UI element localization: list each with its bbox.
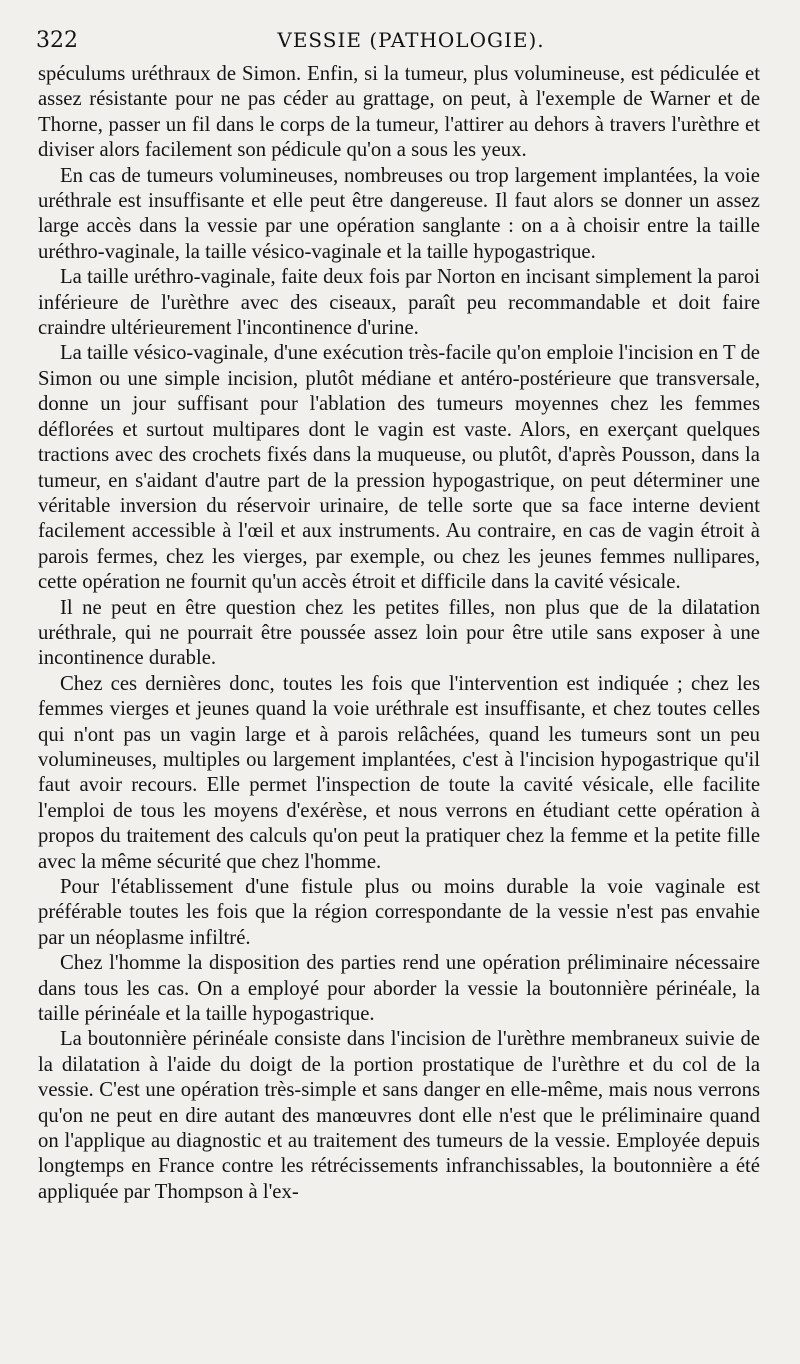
paragraph: Pour l'établissement d'une fistule plus ou moins durable la voie vaginale est préférable toutes les fois que la région correspondante de la vessie n'est pas envahie par un néoplasme infiltré. [38, 876, 760, 949]
running-title: VESSIE (PATHOLOGIE). [277, 28, 545, 52]
paragraph: spéculums uréthraux de Simon. Enfin, si la tumeur, plus volumineuse, est pédiculée et assez résistante pour ne pas céder au grattage, on peut, à l'exemple de Warner et de Thorne, passer un fil dans le corps de la tumeur, l'attirer au dehors à travers l'urèthre et diviser alors facilement son pédicule qu'on a sous les yeux. [38, 63, 760, 162]
paragraph: Chez l'homme la disposition des parties rend une opération préliminaire nécessaire dans tous les cas. On a employé pour aborder la vessie la boutonnière périnéale, la taille périnéale et la taille hypogastrique. [38, 952, 760, 1026]
page-number: 322 [36, 28, 78, 53]
paragraph: La boutonnière périnéale consiste dans l'incision de l'urèthre membraneux suivie de la dilatation à l'aide du doigt de la portion prostatique de l'urèthre et du col de la vessie. C'est une opération très-simple et sans danger en elle-même, mais nous verrons qu'on ne peut en dire autant des manœuvres dont elle n'est que le préliminaire quand on l'applique au diagnostic et au traitement des tumeurs de la vessie. Employée depuis longtemps en France contre les rétrécissements infranchissables, la boutonnière a été appliquée par Thompson à l'ex- [38, 1028, 760, 1203]
paragraph: Chez ces dernières donc, toutes les fois que l'intervention est indiquée ; chez les femmes vierges et jeunes quand la voie uréthrale est insuffisante, et chez toutes celles qui n'ont pas un vagin large et à parois relâchées, quand les tumeurs sont un peu volumineuses, multiples ou largement implantées, c'est à l'incision hypogastrique qu'il faut avoir recours. Elle permet l'inspection de toute la cavité vésicale, elle facilite l'emploi de tous les moyens d'exérèse, et nous verrons en étudiant cette opération à propos du traitement des calculs qu'on peut la pratiquer chez la femme et la petite fille avec la même sécurité que chez l'homme. [38, 672, 760, 873]
body-text [38, 62, 760, 1205]
paragraph: En cas de tumeurs volumineuses, nombreuses ou trop largement implantées, la voie uréthrale est insuffisante et elle peut être dangereuse. Il faut alors se donner un assez large accès dans la vessie par une opération sanglante : on a à choisir entre la taille uréthro-vaginale, la taille vésico-vaginale et la taille hypogastrique. [38, 164, 760, 263]
paragraph: La taille vésico-vaginale, d'une exécution très-facile qu'on emploie l'incision en T de Simon ou une simple incision, plutôt médiane et antéro-postérieure que transversale, donne un jour suffisant pour l'ablation des tumeurs moyennes chez les femmes déflorées et surtout multipares dont le vagin est vaste. Alors, en exerçant quelques tractions avec des crochets fixés dans la muqueuse, ou plutôt, d'après Pousson, dans la tumeur, en s'aidant d'autre part de la pression hypogastrique, on peut déterminer une véritable inversion du réservoir urinaire, de telle sorte que sa face interne devient facilement accessible à l'œil et aux instruments. Au contraire, en cas de vagin étroit à parois fermes, chez les vierges, par exemple, ou chez les jeunes femmes nullipares, cette opération ne fournit qu'un accès étroit et difficile dans la cavité vésicale. [38, 342, 760, 594]
paragraph: La taille uréthro-vaginale, faite deux fois par Norton en incisant simplement la paroi inférieure de l'urèthre avec des ciseaux, paraît peu recommandable et doit faire craindre ultérieurement l'incontinence d'urine. [38, 266, 760, 340]
paragraph: Il ne peut en être question chez les petites filles, non plus que de la dilatation uréthrale, qui ne pourrait être poussée assez loin pour être utile sans exposer à une incontinence durable. [38, 596, 760, 670]
page-header [36, 28, 766, 58]
